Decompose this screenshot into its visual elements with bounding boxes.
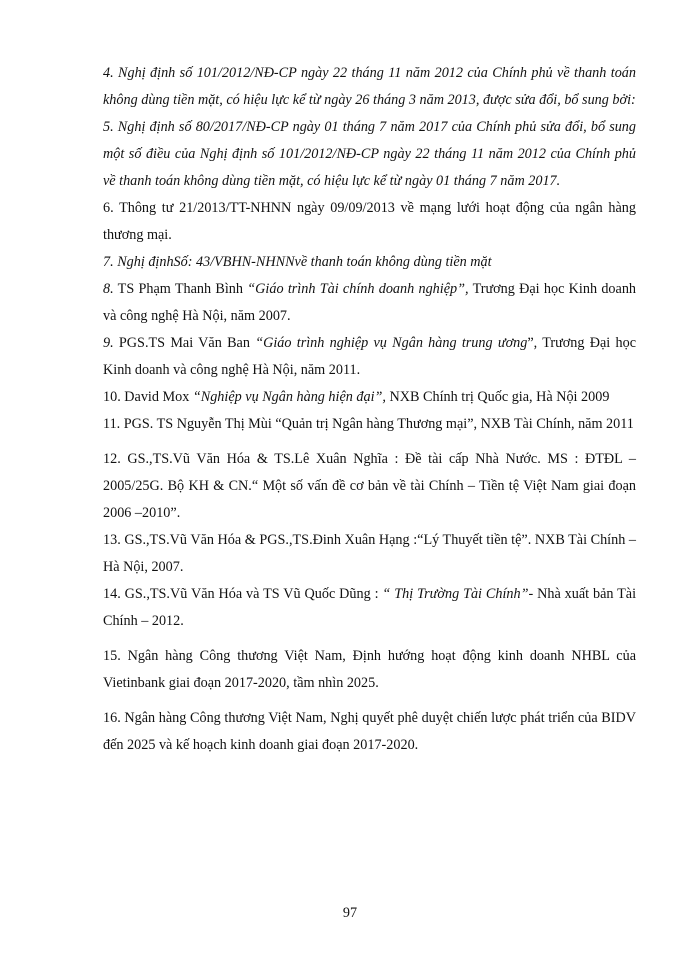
reference-item-13: 13. GS.,TS.Vũ Văn Hóa & PGS.,TS.Đinh Xuân Hạng :“Lý Thuyết tiền tệ”. NXB Tài Chính – Hà Nội, 2007.	[103, 532, 636, 575]
reference-item-14: 14. GS.,TS.Vũ Văn Hóa và TS Vũ Quốc Dũng : “ Thị Trường Tài Chính”- Nhà xuất bản Tài Chính – 2012.	[103, 586, 637, 629]
reference-list	[103, 60, 636, 759]
reference-item-12: 12. GS.,TS.Vũ Văn Hóa & TS.Lê Xuân Nghĩa : Đề tài cấp Nhà Nước. MS : ĐTĐL – 2005/25G. Bộ KH & CN.“ Một số vấn đề cơ bản về tài Chính – Tiền tệ Việt Nam giai đoạn 2006 –2010”.	[103, 451, 636, 521]
reference-item-8: 8. TS Phạm Thanh Bình “Giáo trình Tài chính doanh nghiệp”, Trương Đại học Kinh doanh và công nghệ Hà Nội, năm 2007.	[103, 281, 637, 324]
reference-item-5: 5. Nghị định số 80/2017/NĐ-CP ngày 01 tháng 7 năm 2017 của Chính phủ sửa đổi, bổ sung một số điều của Nghị định số 101/2012/NĐ-CP ngày 22 tháng 11 năm 2012 của Chính phủ về thanh toán không dùng tiền mặt, có hiệu lực kể từ ngày 01 tháng 7 năm 2017.	[103, 119, 636, 189]
reference-item-10: 10. David Mox “Nghiệp vụ Ngân hàng hiện đại”, NXB Chính trị Quốc gia, Hà Nội 2009	[103, 389, 610, 405]
reference-item-4: 4. Nghị định số 101/2012/NĐ-CP ngày 22 tháng 11 năm 2012 của Chính phủ về thanh toán không dùng tiền mặt, có hiệu lực kể từ ngày 26 tháng 3 năm 2013, được sửa đổi, bổ sung bởi:	[103, 65, 636, 108]
reference-item-15: 15. Ngân hàng Công thương Việt Nam, Định hướng hoạt động kinh doanh NHBL của Vietinbank giai đoạn 2017-2020, tầm nhìn 2025.	[103, 648, 636, 691]
reference-item-9: 9. PGS.TS Mai Văn Ban “Giáo trình nghiệp vụ Ngân hàng trung ương”, Trương Đại học Kinh doanh và công nghệ Hà Nội, năm 2011.	[103, 335, 637, 378]
reference-item-11: 11. PGS. TS Nguyễn Thị Mùi “Quản trị Ngân hàng Thương mại”, NXB Tài Chính, năm 2011	[103, 416, 634, 432]
reference-item-6: 6. Thông tư 21/2013/TT-NHNN ngày 09/09/2013 về mạng lưới hoạt động của ngân hàng thương mại.	[103, 200, 636, 243]
reference-item-16: 16. Ngân hàng Công thương Việt Nam, Nghị quyết phê duyệt chiến lược phát triển của BIDV đến 2025 và kế hoạch kinh doanh giai đoạn 2017-2020.	[103, 710, 636, 753]
page-number: 97	[342, 905, 358, 921]
reference-item-7: 7. Nghị địnhSố: 43/VBHN-NHNNvề thanh toán không dùng tiền mặt	[103, 254, 492, 270]
